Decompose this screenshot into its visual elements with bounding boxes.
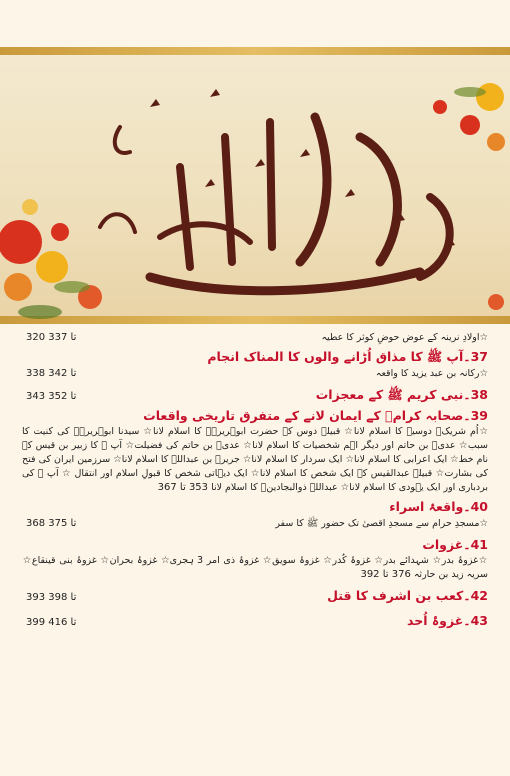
toc-entry: [22, 406, 488, 425]
chapter-heading: 43۔غزوۂ اُحد: [406, 613, 488, 628]
page-range: 399 تا 416: [26, 617, 77, 628]
toc-entry: [22, 586, 488, 605]
toc-entry: [22, 385, 488, 404]
chapter-heading: 42۔کعب بن اشرف کا قتل: [327, 588, 488, 603]
toc-entry: [22, 516, 488, 531]
flowers-left-image: [0, 199, 102, 319]
page-range: 353 تا 367: [157, 482, 209, 493]
page-range: 338 تا 342: [26, 368, 77, 379]
page-range: 343 تا 352: [26, 391, 77, 402]
top-margin: [0, 0, 510, 47]
calligraphy-strokes: [100, 117, 450, 291]
toc-entry: [22, 366, 488, 381]
page-range: 393 تا 398: [26, 592, 77, 603]
calligraphy-banner: [0, 47, 510, 324]
toc-entry: [22, 497, 488, 516]
toc-subitem: ☆رکانہ بن عبد یزید کا واقعہ: [375, 368, 488, 379]
page-range: 320 تا 337: [26, 332, 77, 343]
calligraphy-art: [0, 47, 510, 324]
toc-entry: [22, 611, 488, 630]
toc-entry: [22, 535, 488, 554]
chapter-heading: 41۔غزوات: [422, 537, 488, 552]
toc-entry: [22, 330, 488, 345]
toc-entry: [22, 425, 488, 495]
flowers-right-image: [433, 83, 505, 310]
toc-entry: [22, 347, 488, 366]
chapter-heading: 39۔صحابہ کرامؓ کے ایمان لانے کے متفرق تاریخی واقعات: [143, 408, 488, 423]
chapter-heading: 40۔واقعۂ اسراء: [389, 499, 488, 514]
toc-entry: [22, 554, 488, 582]
chapter-heading: 37۔آپ ﷺ کا مذاق اُڑانے والوں کا المناک انجام: [207, 349, 488, 364]
page-range: 368 تا 375: [26, 518, 77, 529]
chapter-heading: 38۔نبی کریم ﷺ کے معجزات: [315, 387, 488, 402]
toc-subitem: ☆اولادِ نرینہ کے عوض حوضِ کوثر کا عطیہ: [321, 332, 488, 343]
page-range: 376 تا 392: [360, 569, 411, 580]
table-of-contents: [22, 330, 488, 630]
toc-subitem: ☆مسجدِ حرام سے مسجدِ اقصیٰ تک حضور ﷺ کا سفر: [275, 518, 488, 529]
toc-paragraph: ☆غزوۂ بدر☆ شہدائے بدر☆ غزوۂ کُدر☆ غزوۂ سویق☆ غزوۂ ذی امر 3 ہجری☆ غزوۂ بحران☆ غزوۂ بنی قینقاع☆ سریہ زید بن حارثہ: [22, 555, 488, 580]
toc-paragraph: ☆اُم شریکؓ دوسیہ کا اسلام لانا☆ قبیلہ دوس کے حضرت ابوہریرہؓ کا اسلام لانا☆ سیدنا ابوہریرہؓ کی کنیت کا سبب☆ عدیؓ بن حاتم اور دیگر اہم شخصیات کا اسلام لانا☆ عدیؓ بن حاتم کی فضیلت☆ آپ ﷺ کا زبیر بن قیس کے نام خط☆ ایک اعرابی کا اسلام لانا☆ ایک سردار کا اسلام لانا☆ جریرؓ بن عبداللہ کا اسلام لانا☆ سرزمین ایران کی فتح کی بشارت☆ قبیلہ عبدالقیس کے ایک شخص کا اسلام لانا☆ ایک دیہاتی شخص کا قبولِ اسلام اور انتقال ☆ آپ ﷺ کی بردباری اور ایک یہودی کا اسلام لانا☆ عبداللہ ذوالبجادینؓ کا اسلام لانا: [22, 426, 488, 493]
